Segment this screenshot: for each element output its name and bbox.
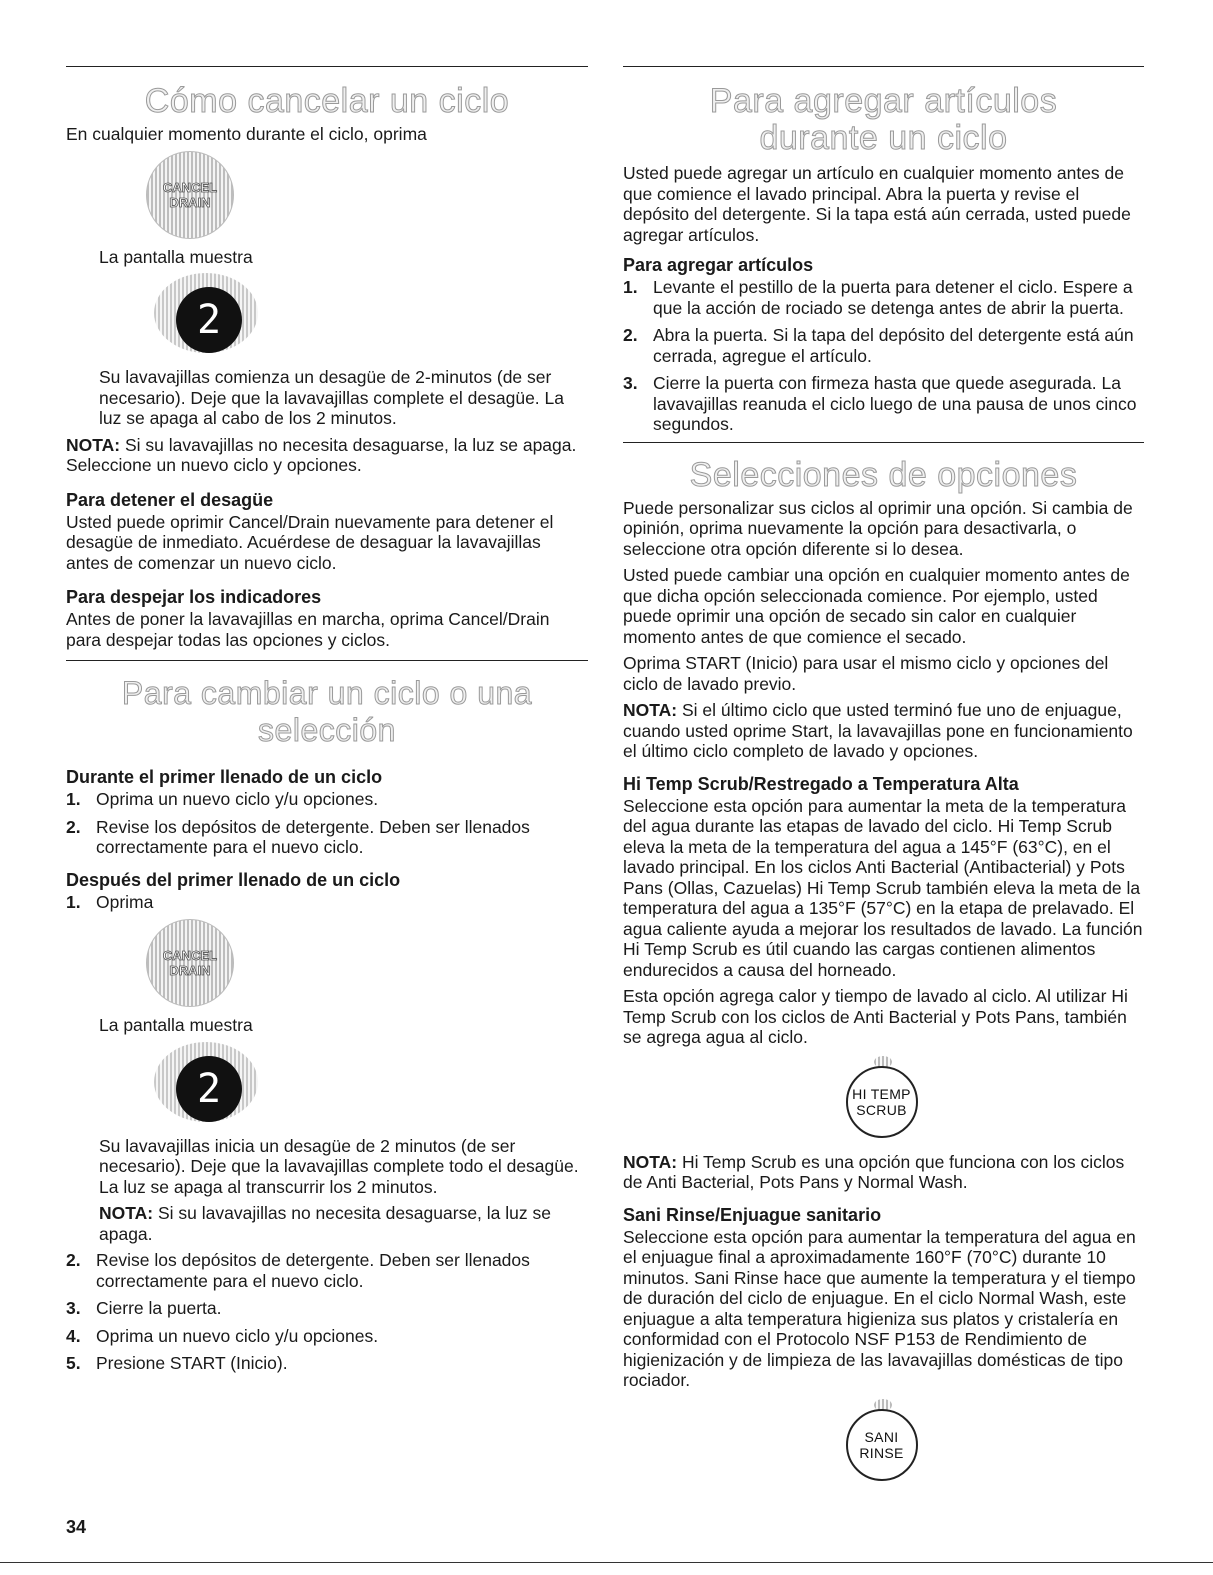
section-divider <box>623 66 1144 67</box>
add-items-heading: Para agregar artículos <box>623 255 814 275</box>
stop-drain-text: Usted puede oprimir Cancel/Drain nuevamente para detener el desagüe de inmediato. Acuérdese de desaguar la lavavajillas antes de comenzar un nuevo ciclo. <box>66 511 554 573</box>
display-shows-label: La pantalla muestra <box>99 246 253 267</box>
list-item: 3. Cierre la puerta con firmeza hasta que quede asegurada. La lavavajillas reanuda el ciclo luego de una pausa de unos cinco segundos. <box>623 373 1137 434</box>
hi-temp-icon-label: HI TEMP <box>852 1085 911 1102</box>
display-image <box>146 1042 588 1128</box>
after-fill-list <box>66 892 588 913</box>
display-digit: 2 <box>176 1056 242 1122</box>
display-digit: 2 <box>176 287 242 353</box>
scrub-icon-label: SCRUB <box>856 1101 907 1118</box>
clear-indicators-text: Antes de poner la lavavajillas en marcha, oprima Cancel/Drain para despejar todas las opciones y ciclos. <box>66 609 550 650</box>
display-digit-icon <box>146 273 266 359</box>
list-item: 5. Presione START (Inicio). <box>66 1353 288 1373</box>
cancel-intro: En cualquier momento durante el ciclo, oprima <box>66 124 427 144</box>
right-column <box>623 66 1144 1495</box>
page-bottom-rule <box>0 1562 1213 1563</box>
after-fill-list-continued <box>66 1250 588 1374</box>
add-items-list <box>623 277 1144 435</box>
options-paragraph: Oprima START (Inicio) para usar el mismo ciclo y opciones del ciclo de lavado previo. <box>623 653 1109 694</box>
display-image <box>146 273 588 359</box>
during-fill-list <box>66 789 588 858</box>
hi-temp-scrub-heading: Hi Temp Scrub/Restregado a Temperatura Alta <box>623 773 1019 794</box>
cancel-drain-button-image <box>146 151 588 239</box>
during-fill-heading: Durante el primer llenado de un ciclo <box>66 767 383 787</box>
hi-temp-scrub-text: Esta opción agrega calor y tiempo de lavado al ciclo. Al utilizar Hi Temp Scrub con los ciclos de Anti Bacterial y Pots Pans, también se agrega agua al ciclo. <box>623 986 1128 1047</box>
cancel-drain-icon <box>146 151 234 239</box>
add-items-intro: Usted puede agregar un artículo en cualquier momento antes de que comience el lavado principal. Abra la puerta y revise el depósito del detergente. Si la tapa está aún cerrada, usted puede agregar artículos. <box>623 163 1131 245</box>
display-digit-icon <box>146 1042 266 1128</box>
list-item: 3. Cierre la puerta. <box>66 1298 222 1318</box>
stop-drain-heading: Para detener el desagüe <box>66 489 274 510</box>
note: NOTA: Si su lavavajillas no necesita desaguarse, la luz se apaga. <box>99 1203 551 1244</box>
hi-temp-scrub-icon <box>842 1056 926 1140</box>
after-fill-heading: Después del primer llenado de un ciclo <box>66 869 401 890</box>
clear-indicators-heading: Para despejar los indicadores <box>66 587 322 607</box>
list-item: 4. Oprima un nuevo ciclo y/u opciones. <box>66 1325 379 1346</box>
options-paragraph: Usted puede cambiar una opción en cualquier momento antes de que dicha opción seleccionada comience. Por ejemplo, usted puede oprimir una opción de secado sin calor en cualquier momento antes de que comience el secado. <box>623 565 1130 647</box>
drain-text: Su lavavajillas comienza un desagüe de 2-minutos (de ser necesario). Deje que la lavavajillas complete el desagüe. La luz se apaga al cabo de los 2 minutos. <box>99 367 564 428</box>
sani-icon-label: SANI <box>864 1428 899 1445</box>
sani-rinse-icon <box>842 1399 926 1483</box>
cancel-drain-label: CANCEL DRAIN <box>162 179 218 210</box>
list-item: 2. Abra la puerta. Si la tapa del depósito del detergente está aún cerrada, agregue el artículo. <box>623 325 1134 366</box>
rinse-icon-label: RINSE <box>859 1444 904 1461</box>
list-item: 1. Levante el pestillo de la puerta para detener el ciclo. Espere a que la acción de rociado se detenga antes de abrir la puerta. <box>623 277 1133 318</box>
add-items-section-title: Para agregar artículos durante un ciclo <box>709 82 1058 157</box>
options-section-title: Selecciones de opciones <box>689 455 1078 494</box>
options-paragraph: Puede personalizar sus ciclos al oprimir una opción. Si cambia de opinión, oprima nuevamente la opción para desactivarla, o seleccione otra opción diferente si lo desea. <box>623 497 1133 559</box>
cancel-section-title: Cómo cancelar un ciclo <box>144 82 510 120</box>
section-divider <box>66 66 588 67</box>
cancel-drain-button-image <box>146 919 588 1007</box>
left-column <box>66 66 588 1381</box>
cancel-drain-icon <box>146 919 234 1007</box>
sani-rinse-text: Seleccione esta opción para aumentar la temperatura del agua en el enjuague final a aproximadamente 160°F (70°C) durante 10 minutos. Sani Rinse hace que aumente la temperatura y el tiempo de duración del ciclo de enjuague. En el ciclo Normal Wash, este enjuague a alta temperatura higieniza sus platos y cristalería en conformidad con el Protocolo NSF P153 de Rendimiento de higienización y de limpieza de las lavavajillas domésticas de tipo rociador. <box>623 1226 1136 1390</box>
sani-rinse-heading: Sani Rinse/Enjuague sanitario <box>623 1204 882 1225</box>
display-shows-label: La pantalla muestra <box>99 1015 253 1035</box>
drain-text: Su lavavajillas inicia un desagüe de 2 minutos (de ser necesario). Deje que la lavavajillas complete todo el desagüe. La luz se apaga al transcurrir los 2 minutos. <box>99 1135 579 1197</box>
list-item: 2. Revise los depósitos de detergente. Deben ser llenados correctamente para el nuevo ciclo. <box>66 1250 530 1291</box>
note: NOTA: Si su lavavajillas no necesita desaguarse, la luz se apaga. Seleccione un nuevo ciclo y opciones. <box>66 434 577 475</box>
section-divider <box>623 442 1144 443</box>
list-item: 2. Revise los depósitos de detergente. Deben ser llenados correctamente para el nuevo ciclo. <box>66 816 530 857</box>
hi-temp-scrub-text: Seleccione esta opción para aumentar la meta de la temperatura del agua durante las etapas de lavado del ciclo. Hi Temp Scrub eleva la meta de la temperatura del agua a 145°F (63°C), en el lavado principal. En los ciclos Anti Bacterial (Antibacterial) y Pots Pans (Ollas, Cazuelas) Hi Temp Scrub también eleva la meta de la temperatura del agua a 135°F (57°C) en la etapa de prelavado. El agua caliente ayuda a mejorar los resultados de lavado. La función Hi Temp Scrub es útil cuando las cargas contienen alimentos endurecidos a causa del horneado. <box>623 795 1143 980</box>
change-section-title: Para cambiar un ciclo o una selección <box>121 675 533 748</box>
note: NOTA: Si el último ciclo que usted terminó fue uno de enjuague, cuando usted oprime Start, la lavavajillas pone en funcionamiento el último ciclo completo de lavado y opciones. <box>623 700 1133 761</box>
section-divider <box>66 660 588 661</box>
note: NOTA: Hi Temp Scrub es una opción que funciona con los ciclos de Anti Bacterial, Pots Pans y Normal Wash. <box>623 1151 1125 1192</box>
page-number: 34 <box>66 1517 87 1537</box>
list-item: 1. Oprima un nuevo ciclo y/u opciones. <box>66 789 379 809</box>
cancel-drain-label: CANCEL DRAIN <box>162 948 218 978</box>
list-item: 1. Oprima <box>66 891 154 912</box>
